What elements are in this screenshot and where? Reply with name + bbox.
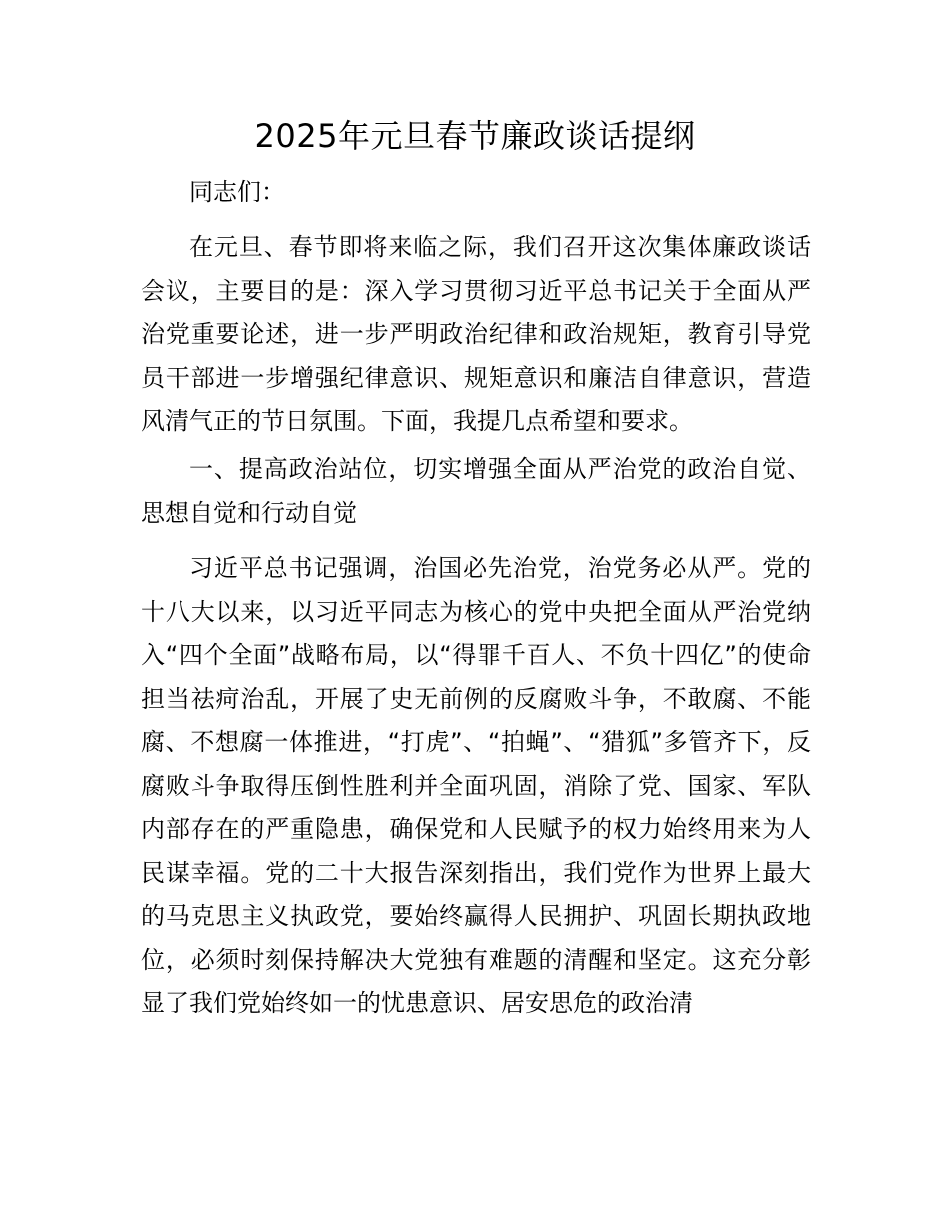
section-heading-1: 一、提高政治站位，切实增强全面从严治党的政治自觉、思想自觉和行动自觉	[141, 455, 811, 527]
paragraph-section-1: 习近平总书记强调，治国必先治党，治党务必从严。党的十八大以来，以习近平同志为核心的党中央把全面从严治党纳入“四个全面”战略布局，以“得罪千百人、不负十四亿”的使命担当祛疴治乱，开展了史无前例的反腐败斗争，不敢腐、不能腐、不想腐一体推进，“打虎”、“拍蝇”、“猎狐”多管齐下，反腐败斗争取得压倒性胜利并全面巩固，消除了党、国家、军队内部存在的严重隐患，确保党和人民赋予的权力始终用来为人民谋幸福。党的二十大报告深刻指出，我们党作为世界上最大的马克思主义执政党，要始终赢得人民拥护、巩固长期执政地位，必须时刻保持解决大党独有难题的清醒和坚定。这充分彰显了我们党始终如一的忧患意识、居安思危的政治清	[141, 554, 811, 1017]
document-title: 2025年元旦春节廉政谈话提纲	[254, 117, 696, 155]
greeting: 同志们：	[189, 178, 285, 206]
paragraph-intro: 在元旦、春节即将来临之际，我们召开这次集体廉政谈话会议，主要目的是：深入学习贯彻习近平总书记关于全面从严治党重要论述，进一步严明政治纪律和政治规矩，教育引导党员干部进一步增强纪律意识、规矩意识和廉洁自律意识，营造风清气正的节日氛围。下面，我提几点希望和要求。	[141, 233, 811, 435]
